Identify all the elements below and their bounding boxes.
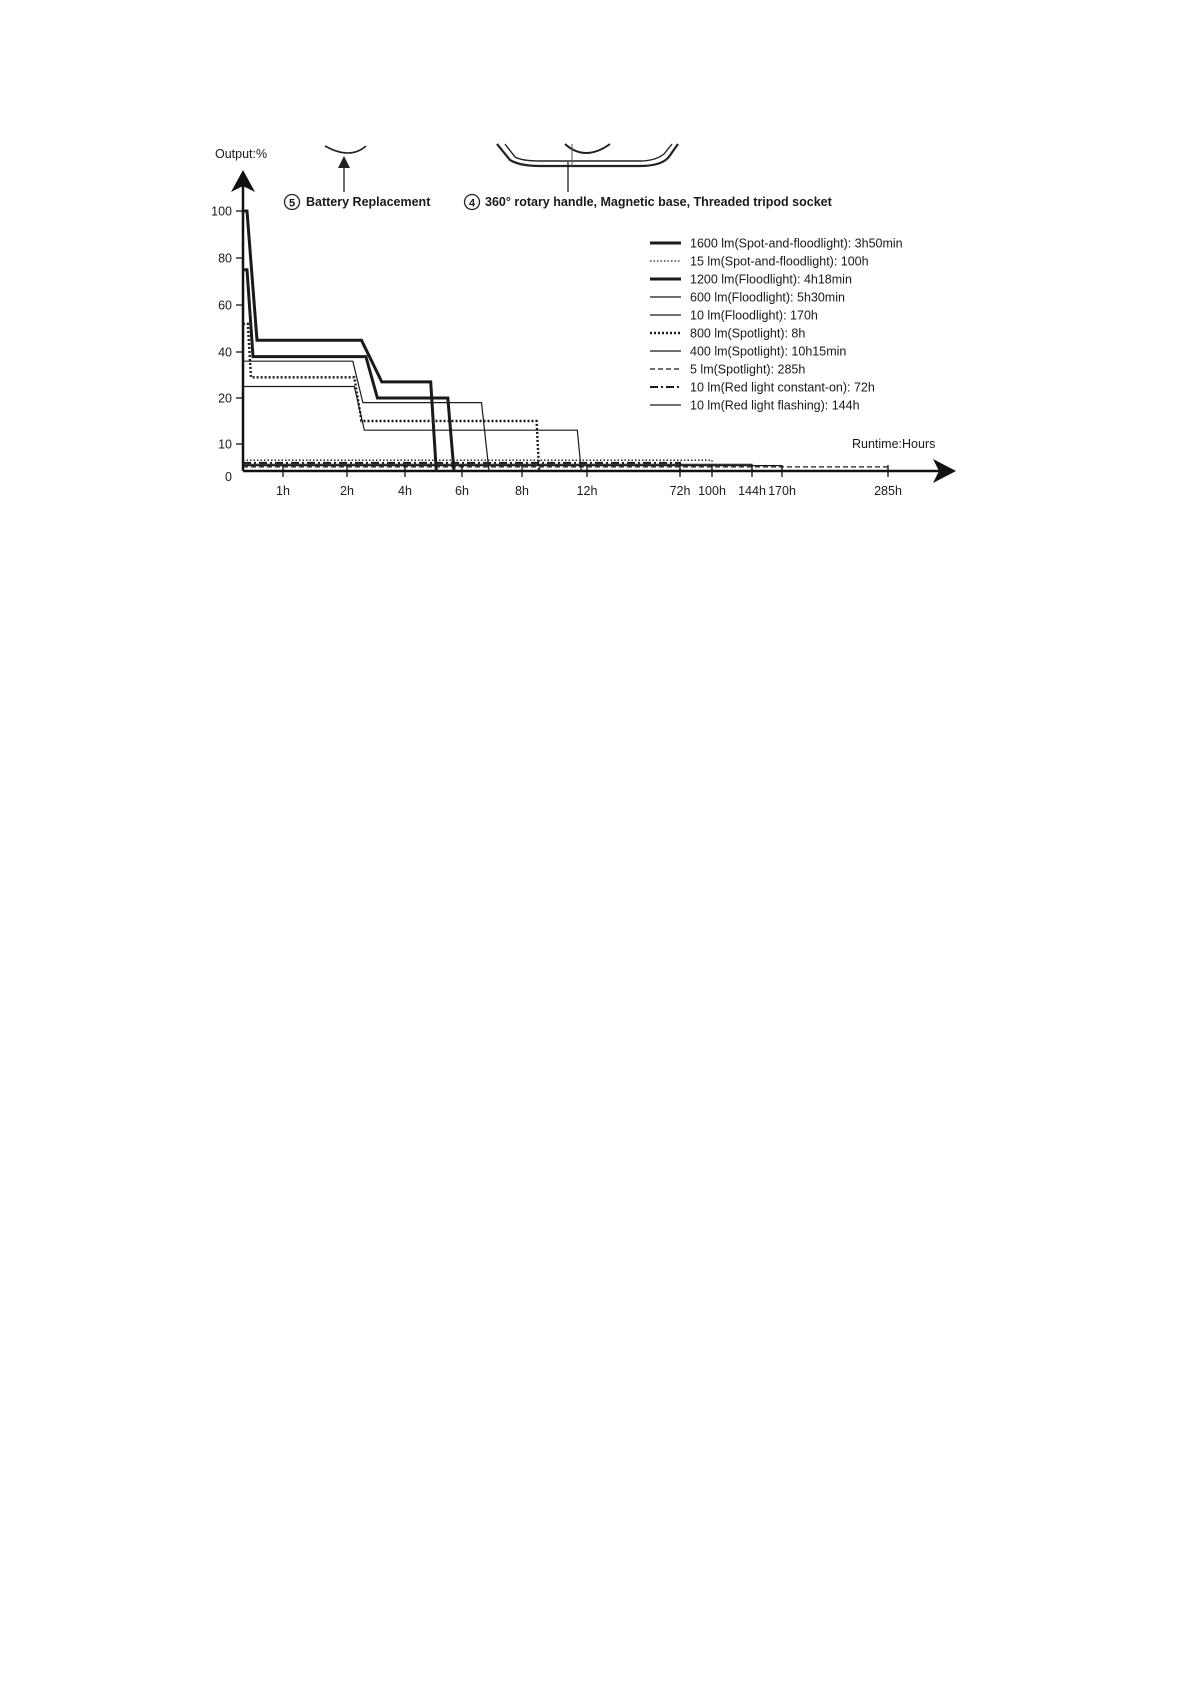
callout-handle (465, 195, 833, 210)
x-tick-label: 8h (515, 484, 529, 498)
x-axis-label: Runtime:Hours (852, 437, 936, 451)
arrow-up-icon (338, 156, 350, 168)
x-tick-label: 4h (398, 484, 412, 498)
legend-entry-2: 15 lm(Spot-and-floodlight): 100h (690, 254, 869, 269)
x-tick-label: 2h (340, 484, 354, 498)
legend-entry-9: 10 lm(Red light constant-on): 72h (690, 380, 875, 395)
x-tick-label: 6h (455, 484, 469, 498)
callout-handle-text: 360° rotary handle, Magnetic base, Threaded tripod socket (485, 195, 832, 209)
series-line-1 (243, 211, 436, 471)
legend-entry-8: 5 lm(Spotlight): 285h (690, 362, 806, 377)
x-tick-label: 285h (874, 484, 902, 498)
y-axis-label: Output:% (215, 147, 268, 161)
legend-entry-1: 1600 lm(Spot-and-floodlight): 3h50min (690, 236, 903, 251)
x-tick-label: 72h (669, 484, 691, 498)
callout-handle-num: 4 (468, 197, 476, 210)
x-tick-label: 1h (276, 484, 290, 498)
y-tick-label: 40 (218, 345, 232, 360)
legend-entry-7: 400 lm(Spotlight): 10h15min (690, 344, 847, 359)
x-tick-label: 12h (576, 484, 598, 498)
x-tick-label: 144h (738, 484, 766, 498)
legend-entry-4: 600 lm(Floodlight): 5h30min (690, 290, 845, 305)
legend-entry-10: 10 lm(Red light flashing): 144h (690, 398, 860, 413)
x-tick-label: 170h (768, 484, 796, 498)
legend (650, 237, 903, 413)
callout-battery (285, 195, 432, 210)
legend-entry-3: 1200 lm(Floodlight): 4h18min (690, 272, 852, 287)
series-line-3 (243, 270, 454, 471)
illustration-fragment (325, 144, 678, 192)
y-ticks (211, 205, 243, 485)
legend-entry-5: 10 lm(Floodlight): 170h (690, 308, 818, 323)
callout-battery-num: 5 (288, 197, 296, 210)
x-tick-label: 100h (698, 484, 726, 498)
y-tick-label: 20 (218, 391, 232, 406)
y-tick-label: 80 (218, 251, 232, 266)
y-tick-label: 100 (211, 204, 232, 219)
y-tick-label: 10 (218, 437, 232, 452)
legend-entry-6: 800 lm(Spotlight): 8h (690, 326, 806, 341)
y-tick-label: 60 (218, 298, 232, 313)
callout-battery-text: Battery Replacement (306, 195, 431, 209)
y-tick-label: 0 (225, 470, 232, 484)
